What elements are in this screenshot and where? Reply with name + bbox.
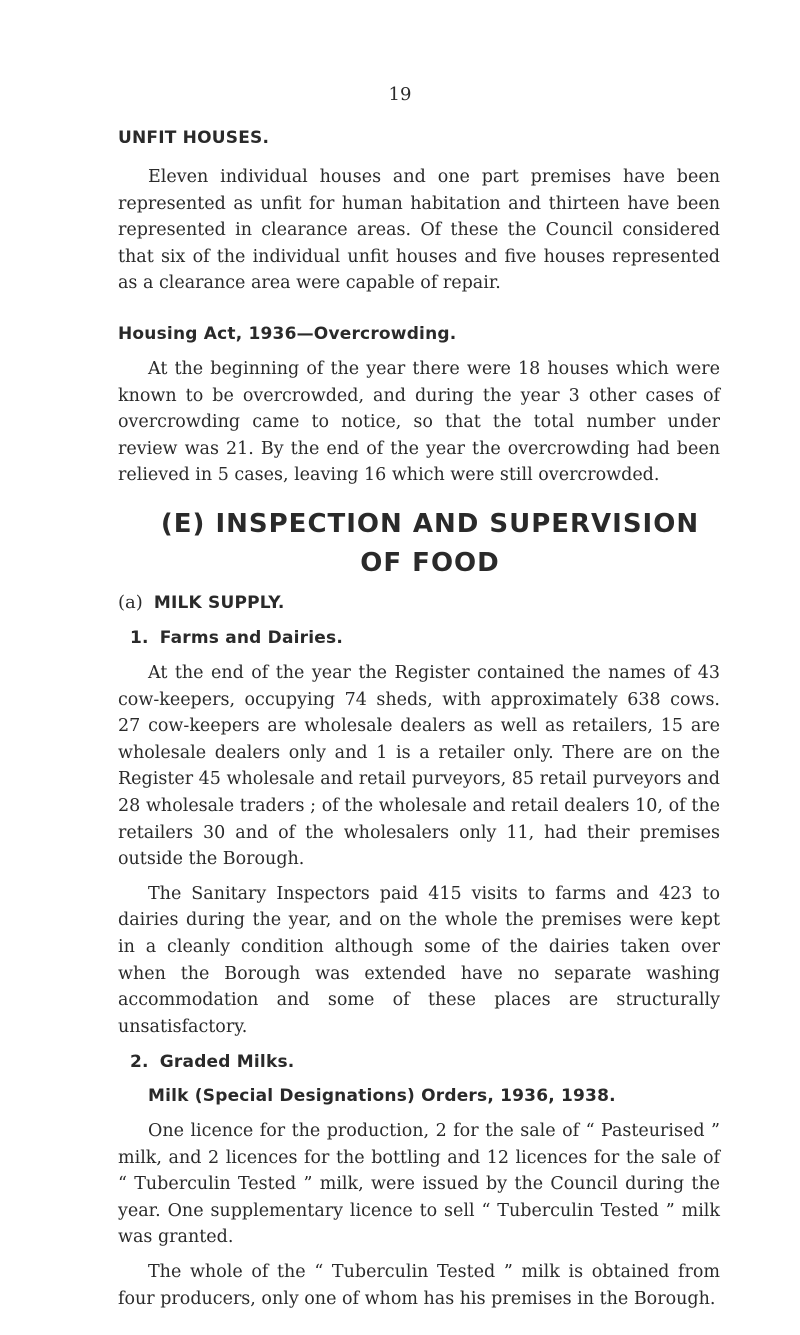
unfit-houses-paragraph: Eleven individual houses and one part premises have been represented as unfit for human habitation and thirteen have been represented in clearance areas. Of these the Council considered that six of the individual unfit houses and five houses represented as a clearance area were capable of repair. <box>118 167 720 294</box>
unfit-houses-section <box>118 128 720 148</box>
milk-supply-heading: MILK SUPPLY. <box>153 593 285 613</box>
page-number: 19 <box>388 84 412 105</box>
graded-milks-subheading-block <box>148 1086 720 1106</box>
graded-milks-heading-block <box>130 1052 720 1072</box>
section-e-title-line1: (E) INSPECTION AND SUPERVISION <box>160 509 700 539</box>
graded-milks-number: 2. <box>130 1052 149 1072</box>
milk-supply-heading-block <box>118 592 720 613</box>
farms-number: 1. <box>130 628 149 648</box>
farms-heading-block <box>130 628 720 648</box>
graded-milks-paragraph-2: The whole of the “ Tuberculin Tested ” milk is obtained from four producers, only one of whom has his premises in the Borough. <box>118 1261 720 1309</box>
housing-act-paragraph: At the beginning of the year there were 18 houses which were known to be overcrowded, and during the year 3 other cases of overcrowding came to notice, so that the total number under review was 21. By the end of the year the overcrowding had been relieved in 5 cases, leaving 16 which were still overcrowded. <box>118 359 720 486</box>
unfit-houses-heading: UNFIT HOUSES. <box>118 128 270 148</box>
housing-act-body-block <box>118 356 720 489</box>
housing-act-heading: Housing Act, 1936—Overcrowding. <box>118 324 457 344</box>
graded-milks-subheading: Milk (Special Designations) Orders, 1936, 1938. <box>148 1086 616 1106</box>
farms-body-block <box>118 660 720 1040</box>
graded-milks-paragraph-1: One licence for the production, 2 for the sale of “ Pasteurised ” milk, and 2 licences for the bottling and 12 licences for the sale of “ Tuberculin Tested ” milk, were issued by the Council during the year. One supplementary licence to sell “ Tuberculin Tested ” milk was granted. <box>118 1121 720 1248</box>
milk-supply-label: (a) <box>118 592 143 613</box>
farms-heading: Farms and Dairies. <box>159 628 343 648</box>
farms-paragraph-2: The Sanitary Inspectors paid 415 visits to farms and 423 to dairies during the year, and on the whole the premises were kept in a cleanly condition although some of the dairies taken over when the Borough was extended have no separate washing accommodation and some of these places are structurally unsatisfactory. <box>118 883 720 1037</box>
farms-paragraph-1: At the end of the year the Register contained the names of 43 cow-keepers, occupying 74 sheds, with approximately 638 cows. 27 cow-keepers are wholesale dealers as well as retailers, 15 are wholesale dealers only and 1 is a retailer only. There are on the Register 45 wholesale and retail purveyors, 85 retail purveyors and 28 wholesale traders ; of the wholesale and retail dealers 10, of the retailers 30 and of the wholesalers only 11, had their premises outside the Borough. <box>118 663 720 870</box>
graded-milks-body-block <box>118 1118 720 1312</box>
section-e-title-line2: OF FOOD <box>360 548 500 578</box>
unfit-houses-body-block <box>118 164 720 297</box>
graded-milks-heading: Graded Milks. <box>159 1052 295 1072</box>
housing-act-heading-block <box>118 324 720 344</box>
